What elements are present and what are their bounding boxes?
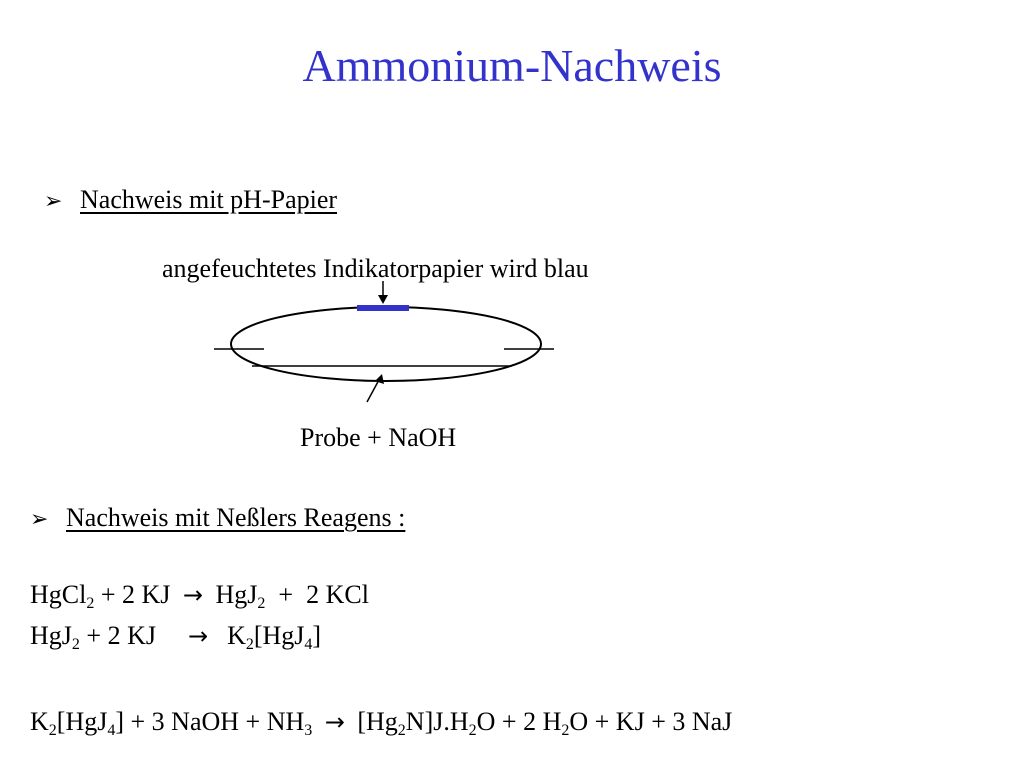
arrow-to-liquid-head [375, 374, 384, 384]
equation-1: HgCl$_2$ + 2 KJ → HgJ$_2$ + 2 KCl [30, 580, 369, 612]
arrow-bullet-icon: ➢ [44, 189, 63, 214]
equation-3: $K_2[HgJ_4] + 3$ NaOH + $NH_3 \to [Hg_2N]J.H_2O + 2$ $H_2O$ + KJ + 3 NaJ [30, 707, 733, 739]
probe-naoh-label: Probe + NaOH [300, 423, 457, 452]
bullet-nessler-text: Nachweis mit Neßlers Reagens : [66, 503, 406, 532]
vessel-ellipse [231, 307, 541, 381]
arrow-bullet-icon: ➢ [30, 507, 49, 532]
indicator-paper-label: angefeuchtetes Indikatorpapier wird blau [162, 254, 589, 283]
slide-title: Ammonium-Nachweis [302, 40, 722, 91]
bullet-nessler [30, 502, 405, 536]
equation-2: HgJ$_2$ + 2 KJ → $K_2[HgJ_4]$ [30, 621, 322, 653]
reaction-arrow-icon: → [324, 708, 345, 736]
bullet-ph-paper-text: Nachweis mit pH-Papier [80, 185, 338, 214]
bullet-ph-paper [44, 184, 337, 218]
arrow-to-liquid-line [367, 378, 380, 402]
reaction-arrow-icon: → [187, 622, 209, 650]
arrow-to-paper-head [378, 295, 388, 304]
indicator-paper-strip [357, 305, 409, 311]
reaction-arrow-icon: → [182, 581, 204, 609]
